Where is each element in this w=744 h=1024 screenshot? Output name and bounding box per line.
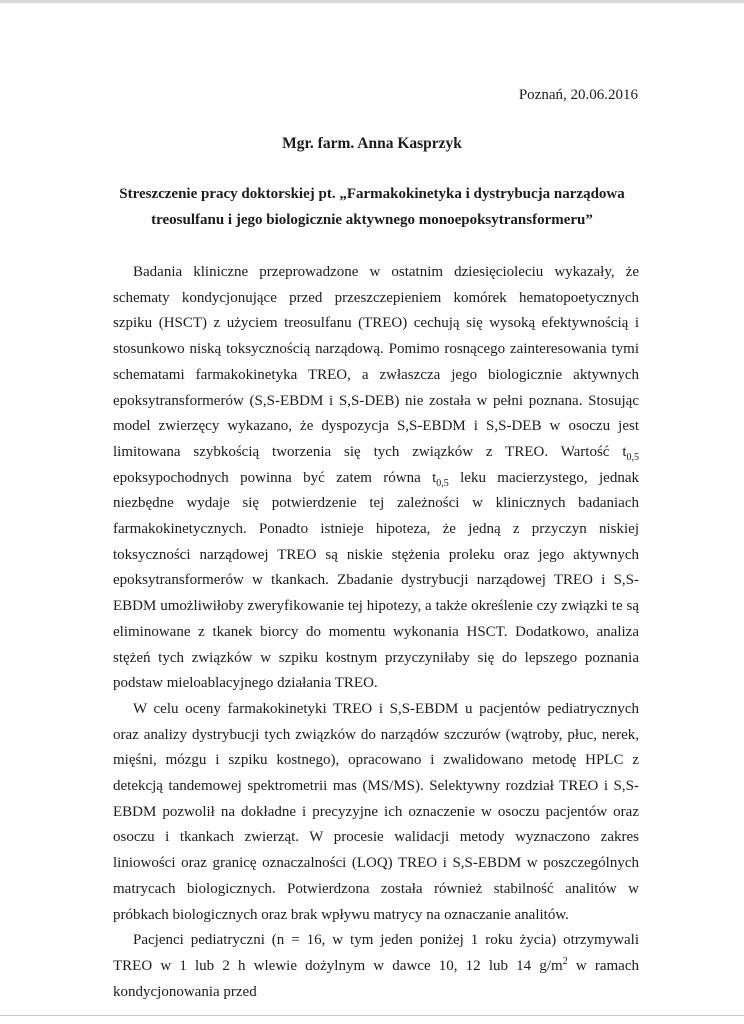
paragraph-1-part-a: Badania kliniczne przeprowadzone w ostatnim dziesięcioleciu wykazały, że schematy kondycjonujące przed przeszczepieniem komórek hematopoetycznych szpiku (HSCT) z użyciem treosulfanu (TREO) cechują się wysoką efektywnością i stosunkowo niską toksycznością narządową. Pomimo rosnącego zainteresowania tymi schematami farmakokinetyka TREO, a zwłaszcza jego biologicznie aktywnych epoksytransformerów (S,S-EBDM i S,S-DEB) nie została w pełni poznana. Stosując model zwierzęcy wykazano, że dyspozycja S,S-EBDM i S,S-DEB w osoczu jest limitowana szybkością tworzenia się tych związków z TREO. Wartość t bbox=[113, 264, 639, 460]
thesis-title-line-1: Streszczenie pracy doktorskiej pt. „Farmakokinetyka i dystrybucja narządowa bbox=[119, 186, 625, 202]
paragraph-3 bbox=[113, 928, 639, 1005]
paragraph-1-part-b: epoksypochodnych powinna być zatem równa t bbox=[113, 469, 437, 486]
paragraph-3-part-b: w ramach kondycjonowania przed bbox=[113, 957, 639, 1000]
subscript-half-life-2: 0,5 bbox=[436, 477, 449, 489]
document-date: Poznań, 20.06.2016 bbox=[518, 87, 638, 103]
author-name: Mgr. farm. Anna Kasprzyk bbox=[282, 135, 462, 152]
thesis-title bbox=[100, 181, 644, 233]
paragraph-1 bbox=[113, 260, 639, 697]
thesis-title-line-2: treosulfanu i jego biologicznie aktywnego monoepoksytransformeru” bbox=[151, 212, 593, 228]
paragraph-2: W celu oceny farmakokinetyki TREO i S,S-EBDM u pacjentów pediatrycznych oraz analizy dystrybucji tych związków do narządów szczurów (wątroby, płuc, nerek, mięśni, mózgu i szpiku kostnego), opracowano i zwalidowano metodę HPLC z detekcją tandemowej spektrometrii mas (MS/MS). Selektywny rozdział TREO i S,S-EBDM pozwolił na dokładne i precyzyjne ich oznaczenie w osoczu pacjentów oraz osoczu i tkankach zwierząt. W procesie walidacji metody wyznaczono zakres liniowości oraz granicę oznaczalności (LOQ) TREO i S,S-EBDM w poszczególnych matrycach biologicznych. Potwierdzona została również stabilność analitów w próbkach biologicznych oraz brak wpływu matrycy na oznaczanie analitów. bbox=[113, 700, 639, 923]
subscript-half-life-1: 0,5 bbox=[626, 451, 639, 463]
paragraph-3-part-a: Pacjenci pediatryczni (n = 16, w tym jeden poniżej 1 roku życia) otrzymywali TREO w 1 lub 2 h wlewie dożylnym w dawce 10, 12 lub 14 g/m bbox=[113, 932, 639, 974]
abstract-body bbox=[113, 260, 639, 1005]
paragraph-1-part-c: leku macierzystego, jednak niezbędne wydaje się potwierdzenie tej zależności w klinicznych badaniach farmakokinetycznych. Ponadto istnieje hipoteza, że jedną z przyczyn niskiej toksyczności narządowej TREO są niskie stężenia proleku oraz jego aktywnych epoksytransformerów w tkankach. Zbadanie dystrybucji narządowej TREO i S,S-EBDM umożliwiłoby zweryfikowanie tej hipotezy, a także określenie czy związki te są eliminowane z tkanek biorcy do momentu wykonania HSCT. Dodatkowo, analiza stężeń tych związków w szpiku kostnym przyczyniłaby się do lepszego poznania podstaw mieloablacyjnego działania TREO. bbox=[113, 469, 639, 692]
page-bottom-edge bbox=[0, 1015, 744, 1016]
superscript-squared: 2 bbox=[562, 955, 568, 967]
page-top-edge bbox=[0, 0, 744, 3]
